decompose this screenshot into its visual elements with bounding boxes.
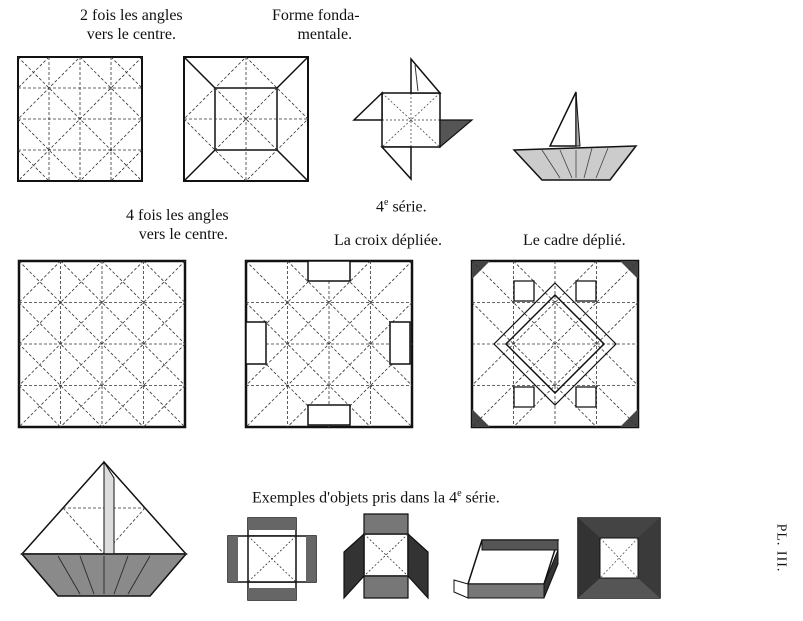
caption-2-fois-les-angles xyxy=(80,6,183,44)
caption-4-fois-les-angles xyxy=(126,206,229,244)
caption-line: Forme fonda- xyxy=(272,7,360,24)
caption-line: vers le centre. xyxy=(138,226,228,243)
caption-4e-serie xyxy=(376,193,427,216)
caption-la-croix-depliee: La croix dépliée. xyxy=(334,232,442,249)
figure-pinwheel xyxy=(352,55,474,183)
caption-line: 4 fois les angles xyxy=(126,207,229,224)
figure-boat-large xyxy=(18,458,190,602)
figure-square-two-folds xyxy=(16,55,144,183)
caption-line: vers le centre. xyxy=(86,26,176,43)
figure-box-folding xyxy=(340,512,432,602)
figure-open-tray xyxy=(452,530,564,602)
exemples-tail: série. xyxy=(461,489,500,507)
exemples-superscript: e xyxy=(457,488,462,499)
series-number: 4 xyxy=(376,198,384,216)
caption-line: mentale. xyxy=(297,26,353,43)
exemples-text: Exemples d'objets pris dans la 4 xyxy=(252,489,458,507)
figure-square-four-folds xyxy=(17,259,187,429)
figure-cross-box xyxy=(226,516,318,602)
figure-closed-box xyxy=(576,516,662,600)
figure-boat-small xyxy=(510,88,640,184)
series-superscript: e xyxy=(384,197,389,208)
figure-forme-fondamentale xyxy=(182,55,310,183)
series-word: série. xyxy=(388,198,427,216)
caption-le-cadre-deplie: Le cadre déplié. xyxy=(523,232,626,249)
figure-croix-depliee xyxy=(244,259,414,429)
caption-exemples xyxy=(252,484,500,507)
figure-cadre-deplie xyxy=(470,259,640,429)
caption-forme-fondamentale xyxy=(272,6,360,44)
caption-line: 2 fois les angles xyxy=(80,7,183,24)
plate-label: PL. III. xyxy=(773,523,789,573)
